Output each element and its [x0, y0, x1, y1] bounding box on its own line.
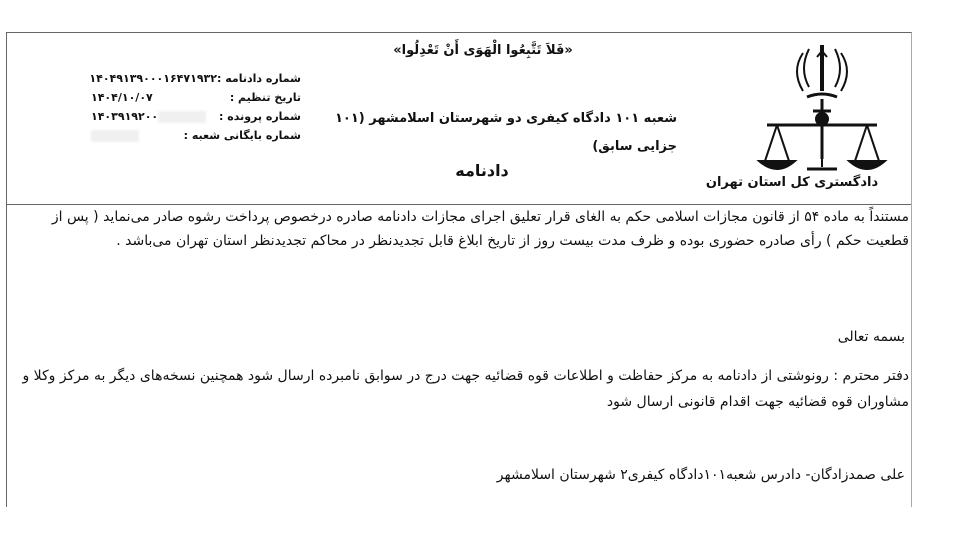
redaction-mark	[91, 130, 139, 142]
quran-verse: «فَلاَ تَتَّبِعُوا الْهَوَى أَنْ تَعْدِلُوا»	[393, 43, 573, 58]
ruling-paragraph	[7, 204, 911, 253]
meta-value: ۱۴۰۴/۱۰/۰۷	[91, 91, 153, 104]
meta-label: شماره پرونده :	[219, 110, 301, 123]
ruling-text: مستنداً به ماده ۵۴ از قانون مجازات اسلامی حکم به الغای قرار تعلیق اجرای مجازات دادنامه صادره درخصوص پرداخت رشوه صادر می‌نماید ( پس از قطعیت حکم ) رأی صادره حضوری بوده و ظرف مدت بیست روز از تاریخ ابلاغ قابل تجدیدنظر در محاکم تجدیدنظر استان تهران می‌باشد .	[51, 209, 909, 249]
office-notice	[7, 363, 911, 415]
document-title: دادنامه	[455, 161, 509, 180]
meta-archive-number	[91, 126, 301, 145]
redaction-mark	[158, 111, 206, 123]
meta-value-text: ۱۴۰۳۹۱۹۲۰۰	[91, 110, 159, 123]
judge-signature: علی صمدزادگان- دادرس شعبه۱۰۱دادگاه کیفری۲ شهرستان اسلامشهر	[496, 467, 905, 483]
meta-issue-date	[91, 88, 301, 107]
meta-case-number	[91, 107, 301, 126]
meta-label: شماره دادنامه :	[216, 72, 301, 85]
meta-label: شماره بایگانی شعبه :	[183, 129, 301, 142]
meta-value	[91, 126, 139, 145]
court-branch: شعبه ۱۰۱ دادگاه کیفری دو شهرستان اسلامشهر (۱۰۱ جزایی سابق)	[334, 111, 677, 154]
meta-ruling-number	[91, 69, 301, 88]
meta-value: ۱۴۰۴۹۱۳۹۰۰۰۱۶۴۷۱۹۳۲	[89, 72, 217, 85]
notice-text: دفتر محترم : رونوشتی از دادنامه به مرکز حفاظت و اطلاعات قوه قضائیه جهت درج در سوابق نامبرده ارسال شود همچنین نسخه‌های دیگر به مرکز وکلا و مشاوران قوه قضائیه جهت اقدام قانونی ارسال شود	[22, 368, 909, 410]
meta-label: تاریخ تنظیم :	[229, 91, 301, 104]
court-name: دادگستری کل استان تهران	[705, 175, 879, 190]
document-page	[6, 32, 912, 507]
bismillah-heading: بسمه تعالی	[837, 329, 905, 345]
case-metadata	[91, 69, 301, 145]
meta-value	[91, 107, 206, 126]
judiciary-emblem-icon	[747, 39, 897, 179]
